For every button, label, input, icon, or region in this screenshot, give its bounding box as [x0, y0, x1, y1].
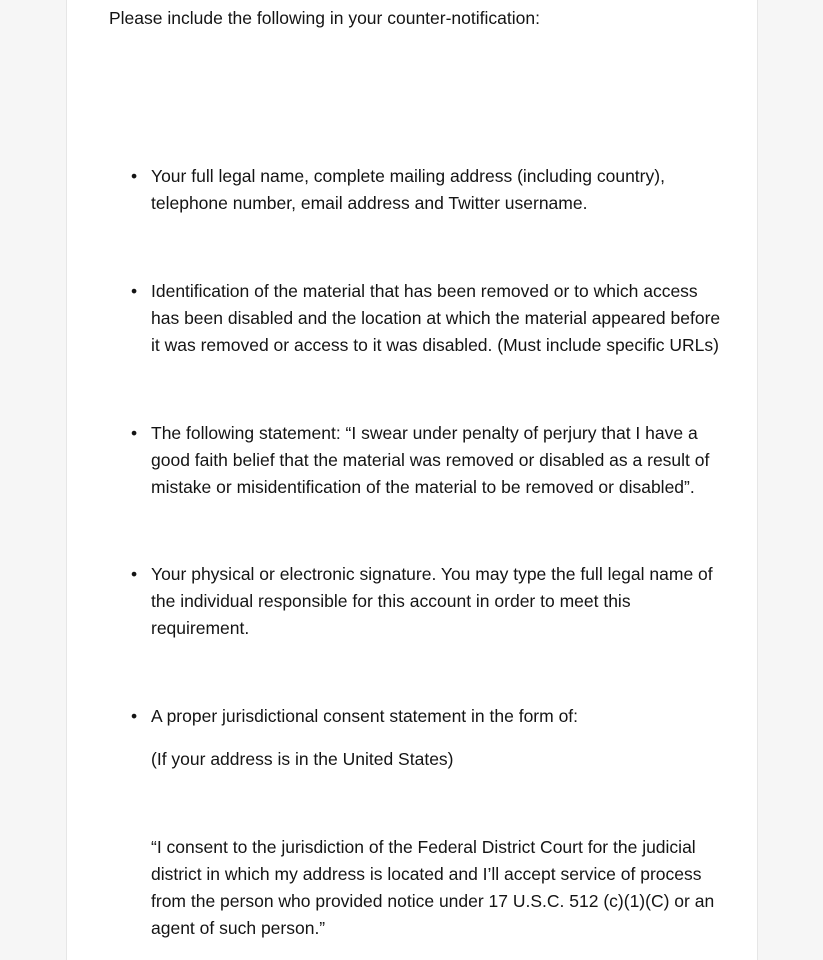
list-item-line: Your physical or electronic signature. You may type the full legal name of [151, 564, 713, 584]
list-item-perjury-statement [131, 420, 723, 501]
bullet-icon: • [131, 706, 138, 726]
list-item-material-identification [131, 278, 723, 359]
list-item-signature [131, 561, 723, 642]
list-item-line: A proper jurisdictional consent statement in the form of: [151, 706, 579, 726]
list-item-line: good faith belief that the material was removed or disabled as a result of [151, 450, 710, 470]
list-item-line: the individual responsible for this account in order to meet this [151, 591, 631, 611]
list-item-line: has been disabled and the location at which the material appeared before [151, 308, 721, 328]
us-consent-statement [151, 834, 723, 942]
us-address-condition: (If your address is in the United States) [151, 749, 454, 769]
statement-line: “I consent to the jurisdiction of the Federal District Court for the judicial [151, 837, 696, 857]
bullet-icon: • [131, 281, 138, 301]
list-item-line: The following statement: “I swear under penalty of perjury that I have a [151, 423, 698, 443]
document-page [66, 0, 758, 960]
bullet-icon: • [131, 423, 138, 443]
list-item-line: Identification of the material that has been removed or to which access [151, 281, 698, 301]
list-item-contact-info [131, 163, 723, 217]
statement-line: from the person who provided notice under 17 U.S.C. 512 (c)(1)(C) or an [151, 891, 715, 911]
intro-text: Please include the following in your counter-notification: [109, 8, 540, 28]
list-item-line: it was removed or access to it was disabled. (Must include specific URLs) [151, 335, 719, 355]
statement-line: district in which my address is located and I’ll accept service of process [151, 864, 702, 884]
statement-line: agent of such person.” [151, 918, 326, 938]
list-item-line: mistake or misidentification of the material to be removed or disabled”. [151, 477, 695, 497]
list-item-line: telephone number, email address and Twitter username. [151, 193, 588, 213]
list-item-jurisdictional-consent [131, 703, 723, 730]
list-item-line: requirement. [151, 618, 250, 638]
bullet-icon: • [131, 166, 138, 186]
bullet-icon: • [131, 564, 138, 584]
list-item-line: Your full legal name, complete mailing address (including country), [151, 166, 665, 186]
